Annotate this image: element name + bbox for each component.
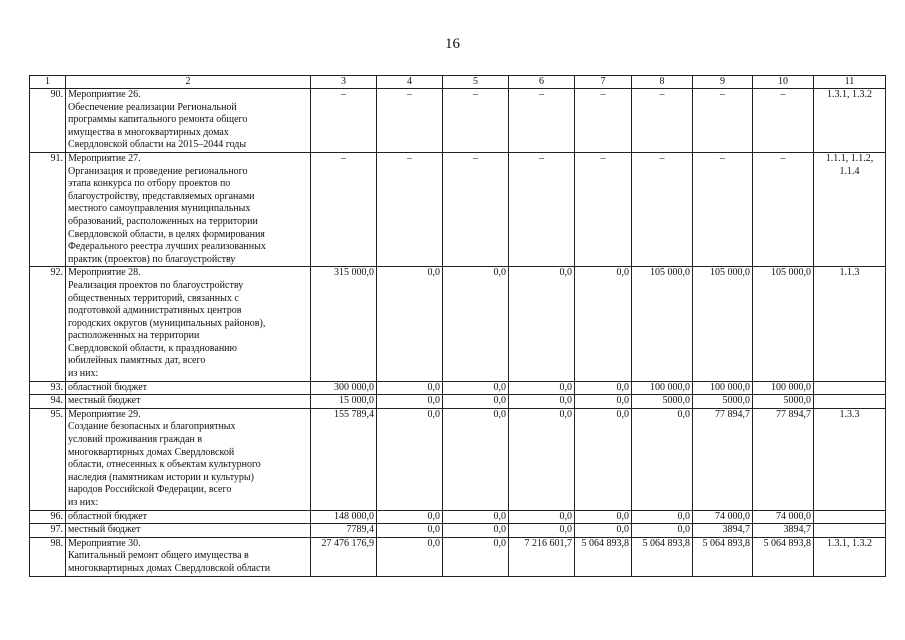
value-cell: 7 216 601,7 (509, 537, 575, 576)
value-cell: 3894,7 (753, 524, 814, 538)
value-cell: 105 000,0 (632, 267, 693, 381)
value-cell: 77 894,7 (693, 408, 753, 510)
activity-name-line: местный бюджет (68, 395, 141, 407)
activity-name-line: местного самоуправления муниципальных (68, 203, 251, 215)
value-cell: – (753, 89, 814, 153)
row-number: 98. (30, 537, 66, 576)
value-cell: 5 064 893,8 (753, 537, 814, 576)
activity-name-line: Обеспечение реализации Региональной (68, 101, 237, 113)
value-cell: 3894,7 (693, 524, 753, 538)
column-header: 8 (632, 76, 693, 89)
column-header: 11 (814, 76, 886, 89)
value-cell: 0,0 (632, 510, 693, 524)
value-cell: 0,0 (509, 395, 575, 409)
activity-name-line: Организация и проведение регионального (68, 165, 248, 177)
value-cell: 27 476 176,9 (311, 537, 377, 576)
value-cell: 5000,0 (753, 395, 814, 409)
table-row (30, 395, 886, 409)
activity-name (66, 537, 311, 576)
activity-name (66, 395, 311, 409)
activity-name-line: Свердловской области, к празднованию (68, 342, 238, 354)
table-row (30, 267, 886, 381)
value-cell: 105 000,0 (693, 267, 753, 381)
row-number: 95. (30, 408, 66, 510)
value-cell: 0,0 (575, 381, 632, 395)
target-code: 1.1.1, 1.1.2, 1.1.4 (814, 152, 886, 266)
activity-name-line: благоустройству, представляемых органами (68, 190, 255, 202)
column-header: 5 (443, 76, 509, 89)
activity-name-line: имущества в многоквартирных домах (68, 126, 229, 138)
value-cell: – (575, 89, 632, 153)
value-cell: – (311, 152, 377, 266)
column-header-row (30, 76, 886, 89)
value-cell: 0,0 (509, 524, 575, 538)
value-cell: 0,0 (575, 267, 632, 381)
activity-name (66, 524, 311, 538)
value-cell: 5 064 893,8 (632, 537, 693, 576)
activity-name-line: Мероприятие 27. (68, 152, 141, 164)
value-cell: – (377, 152, 443, 266)
activity-name-line: Мероприятие 26. (68, 89, 141, 100)
value-cell: 0,0 (377, 408, 443, 510)
activity-name-line: наследия (памятникам истории и культуры) (68, 471, 254, 483)
value-cell: 105 000,0 (753, 267, 814, 381)
activity-name-line: условий проживания граждан в (68, 434, 203, 446)
value-cell: 74 000,0 (693, 510, 753, 524)
value-cell: 0,0 (377, 395, 443, 409)
activity-name (66, 381, 311, 395)
activity-name-line: многоквартирных домах Свердловской области (68, 562, 271, 574)
value-cell: 0,0 (443, 510, 509, 524)
value-cell: 0,0 (443, 395, 509, 409)
value-cell: 0,0 (443, 408, 509, 510)
column-header: 10 (753, 76, 814, 89)
value-cell: 0,0 (443, 524, 509, 538)
table-row (30, 537, 886, 576)
value-cell: 155 789,4 (311, 408, 377, 510)
row-number: 96. (30, 510, 66, 524)
activity-name-line: практик (проектов) по благоустройству (68, 253, 236, 265)
table-row (30, 524, 886, 538)
value-cell: 0,0 (509, 267, 575, 381)
value-cell: 0,0 (377, 510, 443, 524)
value-cell: 0,0 (632, 524, 693, 538)
activity-name-line: Капитальный ремонт общего имущества в (68, 550, 249, 562)
table-body (30, 76, 886, 577)
activity-name-line: подготовкой административных центров (68, 305, 242, 317)
activity-name-line: Реализация проектов по благоустройству (68, 279, 244, 291)
table-row (30, 510, 886, 524)
table-row (30, 381, 886, 395)
activity-name-line: Федерального реестра лучших реализованных (68, 241, 266, 253)
value-cell: 0,0 (377, 537, 443, 576)
activity-name-line: народов Российской Федерации, всего (68, 484, 232, 496)
value-cell: – (753, 152, 814, 266)
activity-name-line: Мероприятие 29. (68, 408, 141, 420)
value-cell: – (509, 152, 575, 266)
column-header: 3 (311, 76, 377, 89)
activity-name-line: из них: (68, 368, 99, 380)
value-cell: 0,0 (632, 408, 693, 510)
value-cell: 5000,0 (693, 395, 753, 409)
column-header: 7 (575, 76, 632, 89)
value-cell: 5 064 893,8 (575, 537, 632, 576)
value-cell: 0,0 (575, 408, 632, 510)
target-code (814, 510, 886, 524)
activity-name-line: Мероприятие 30. (68, 537, 141, 549)
activity-name-line: из них: (68, 497, 99, 508)
activity-name-line: расположенных на территории (68, 330, 200, 342)
activity-name-line: Мероприятие 28. (68, 267, 141, 279)
value-cell: – (693, 152, 753, 266)
value-cell: 5000,0 (632, 395, 693, 409)
value-cell: 0,0 (377, 267, 443, 381)
column-header: 6 (509, 76, 575, 89)
row-number: 90. (30, 89, 66, 153)
value-cell: 0,0 (509, 408, 575, 510)
activity-name-line: областной бюджет (68, 381, 148, 393)
table-row (30, 152, 886, 266)
target-code (814, 381, 886, 395)
value-cell: 77 894,7 (753, 408, 814, 510)
activity-name-line: городских округов (муниципальных районов), (68, 317, 266, 329)
value-cell: 148 000,0 (311, 510, 377, 524)
value-cell: 0,0 (575, 395, 632, 409)
value-cell: – (632, 89, 693, 153)
value-cell: 74 000,0 (753, 510, 814, 524)
value-cell: 0,0 (443, 381, 509, 395)
activity-name-line: области, отнесенных к объектам культурного (68, 459, 261, 471)
value-cell: 0,0 (575, 524, 632, 538)
value-cell: 0,0 (509, 510, 575, 524)
activity-name (66, 510, 311, 524)
activity-name-line: юбилейных памятных дат, всего (68, 355, 206, 367)
value-cell: – (509, 89, 575, 153)
value-cell: – (443, 152, 509, 266)
value-cell: 100 000,0 (632, 381, 693, 395)
value-cell: – (632, 152, 693, 266)
row-number: 97. (30, 524, 66, 538)
column-header: 2 (66, 76, 311, 89)
value-cell: – (693, 89, 753, 153)
row-number: 94. (30, 395, 66, 409)
value-cell: 0,0 (509, 381, 575, 395)
row-number: 92. (30, 267, 66, 381)
value-cell: 0,0 (443, 267, 509, 381)
value-cell: 100 000,0 (753, 381, 814, 395)
value-cell: – (443, 89, 509, 153)
target-code: 1.1.3 (814, 267, 886, 381)
activity-name-line: Создание безопасных и благоприятных (68, 421, 236, 433)
column-header: 4 (377, 76, 443, 89)
target-code: 1.3.1, 1.3.2 (814, 537, 886, 576)
activity-name (66, 89, 311, 153)
activity-name-line: областной бюджет (68, 510, 148, 522)
value-cell: 0,0 (377, 381, 443, 395)
value-cell: – (311, 89, 377, 153)
value-cell: 315 000,0 (311, 267, 377, 381)
value-cell: 0,0 (443, 537, 509, 576)
activity-name (66, 267, 311, 381)
value-cell: – (575, 152, 632, 266)
page-number: 16 (445, 36, 460, 52)
value-cell: 0,0 (377, 524, 443, 538)
target-code (814, 524, 886, 538)
column-header: 9 (693, 76, 753, 89)
target-code: 1.3.3 (814, 408, 886, 510)
column-header: 1 (30, 76, 66, 89)
target-code: 1.3.1, 1.3.2 (814, 89, 886, 153)
activity-name-line: местный бюджет (68, 524, 141, 536)
value-cell: 0,0 (575, 510, 632, 524)
row-number: 93. (30, 381, 66, 395)
activity-name-line: образований, расположенных на территории (68, 215, 258, 227)
value-cell: 300 000,0 (311, 381, 377, 395)
activity-name (66, 408, 311, 510)
row-number: 91. (30, 152, 66, 266)
value-cell: 100 000,0 (693, 381, 753, 395)
value-cell: – (377, 89, 443, 153)
value-cell: 7789,4 (311, 524, 377, 538)
activity-name-line: Свердловской области на 2015–2044 годы (68, 139, 247, 151)
budget-table (29, 75, 886, 577)
activity-name-line: Свердловской области, в целях формирования (68, 228, 265, 240)
activity-name-line: этапа конкурса по отбору проектов по (68, 178, 231, 190)
value-cell: 15 000,0 (311, 395, 377, 409)
table-row (30, 89, 886, 153)
target-code (814, 395, 886, 409)
activity-name (66, 152, 311, 266)
value-cell: 5 064 893,8 (693, 537, 753, 576)
activity-name-line: многоквартирных домах Свердловской (68, 446, 235, 458)
table-row (30, 408, 886, 510)
activity-name-line: общественных территорий, связанных с (68, 292, 239, 304)
activity-name-line: программы капитального ремонта общего (68, 114, 248, 126)
